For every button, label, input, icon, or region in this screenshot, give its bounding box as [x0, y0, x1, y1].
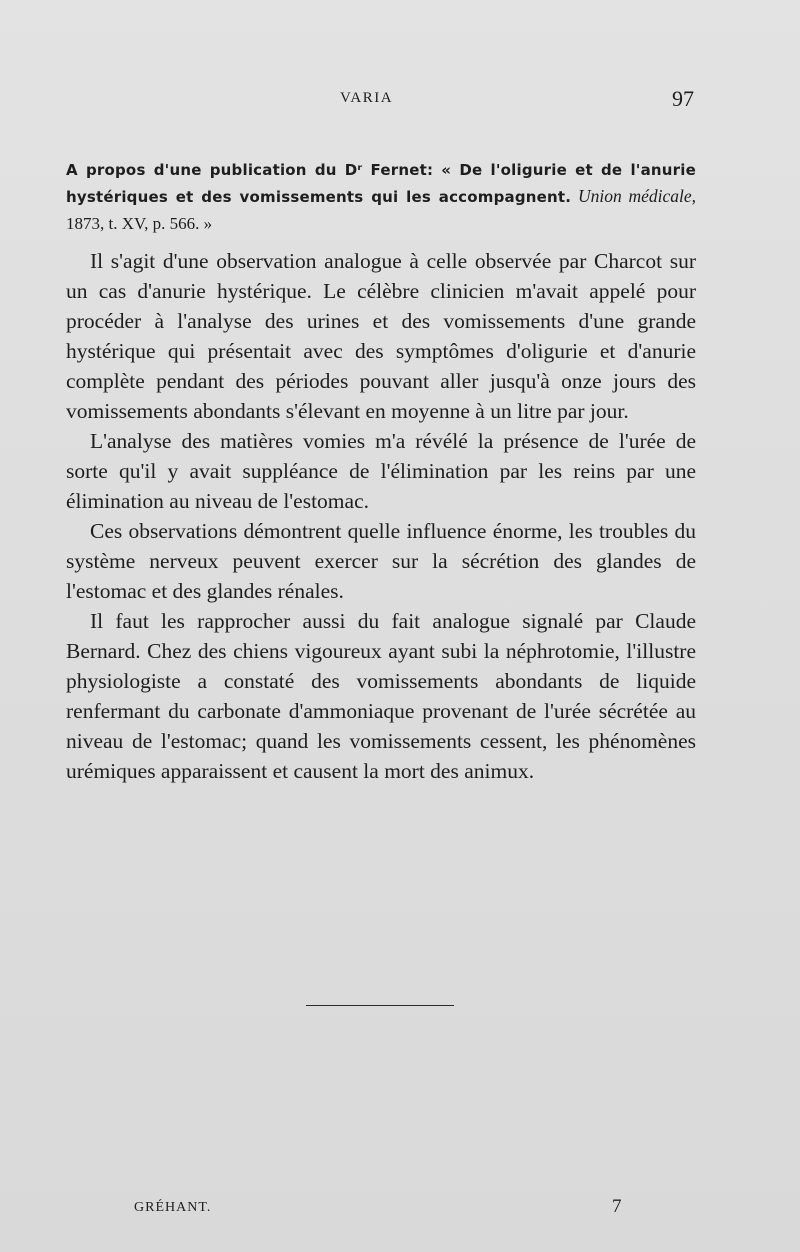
citation-bold-text: A propos d'une publication du Dʳ Fernet: « De l'oligurie et de l'anurie hystériques et des vomissements qui les accompagnent.: [66, 161, 696, 206]
page-number: 97: [672, 86, 694, 111]
paragraph-3: Ces observations démontrent quelle influence énorme, les troubles du système nerveux peuvent exercer sur la sécrétion des glandes de l'estomac et des glandes rénales.: [66, 519, 696, 603]
paragraph-1: Il s'agit d'une observation analogue à celle observée par Charcot sur un cas d'anurie hystérique. Le célèbre clinicien m'avait appelé pour procéder à l'analyse des urines et des vomissements d'une grande hystérique qui présentait avec des symptômes d'oligurie et d'anurie complète pendant des périodes pouvant aller jusqu'à onze jours des vomissements abondants s'élevant en moyenne à un litre par jour.: [66, 249, 696, 423]
end-rule: [306, 1005, 454, 1006]
citation-journal: Union médicale,: [577, 186, 696, 206]
paragraph-2: L'analyse des matières vomies m'a révélé la présence de l'urée de sorte qu'il y avait suppléance de l'élimination par les reins par une élimination au niveau de l'estomac.: [66, 429, 696, 513]
page-footer: [0, 1196, 800, 1224]
citation: [66, 156, 696, 237]
citation-reference: 1873, t. XV, p. 566. »: [66, 214, 213, 233]
paragraph-4: Il faut les rapprocher aussi du fait analogue signalé par Claude Bernard. Chez des chiens vigoureux ayant subi la néphrotomie, l'illustre physiologiste a constaté des vomissements abondants de liquide renfermant du carbonate d'ammoniaque provenant de l'urée sécrétée au niveau de l'estomac; quand les vomissements cessent, les phénomènes urémiques apparaissent et causent la mort des animux.: [66, 609, 696, 783]
running-head: [0, 86, 800, 116]
body-text: [66, 246, 696, 786]
section-title: VARIA: [340, 90, 394, 106]
footer-author: GRÉHANT.: [134, 1200, 212, 1215]
signature-mark: 7: [612, 1196, 622, 1217]
